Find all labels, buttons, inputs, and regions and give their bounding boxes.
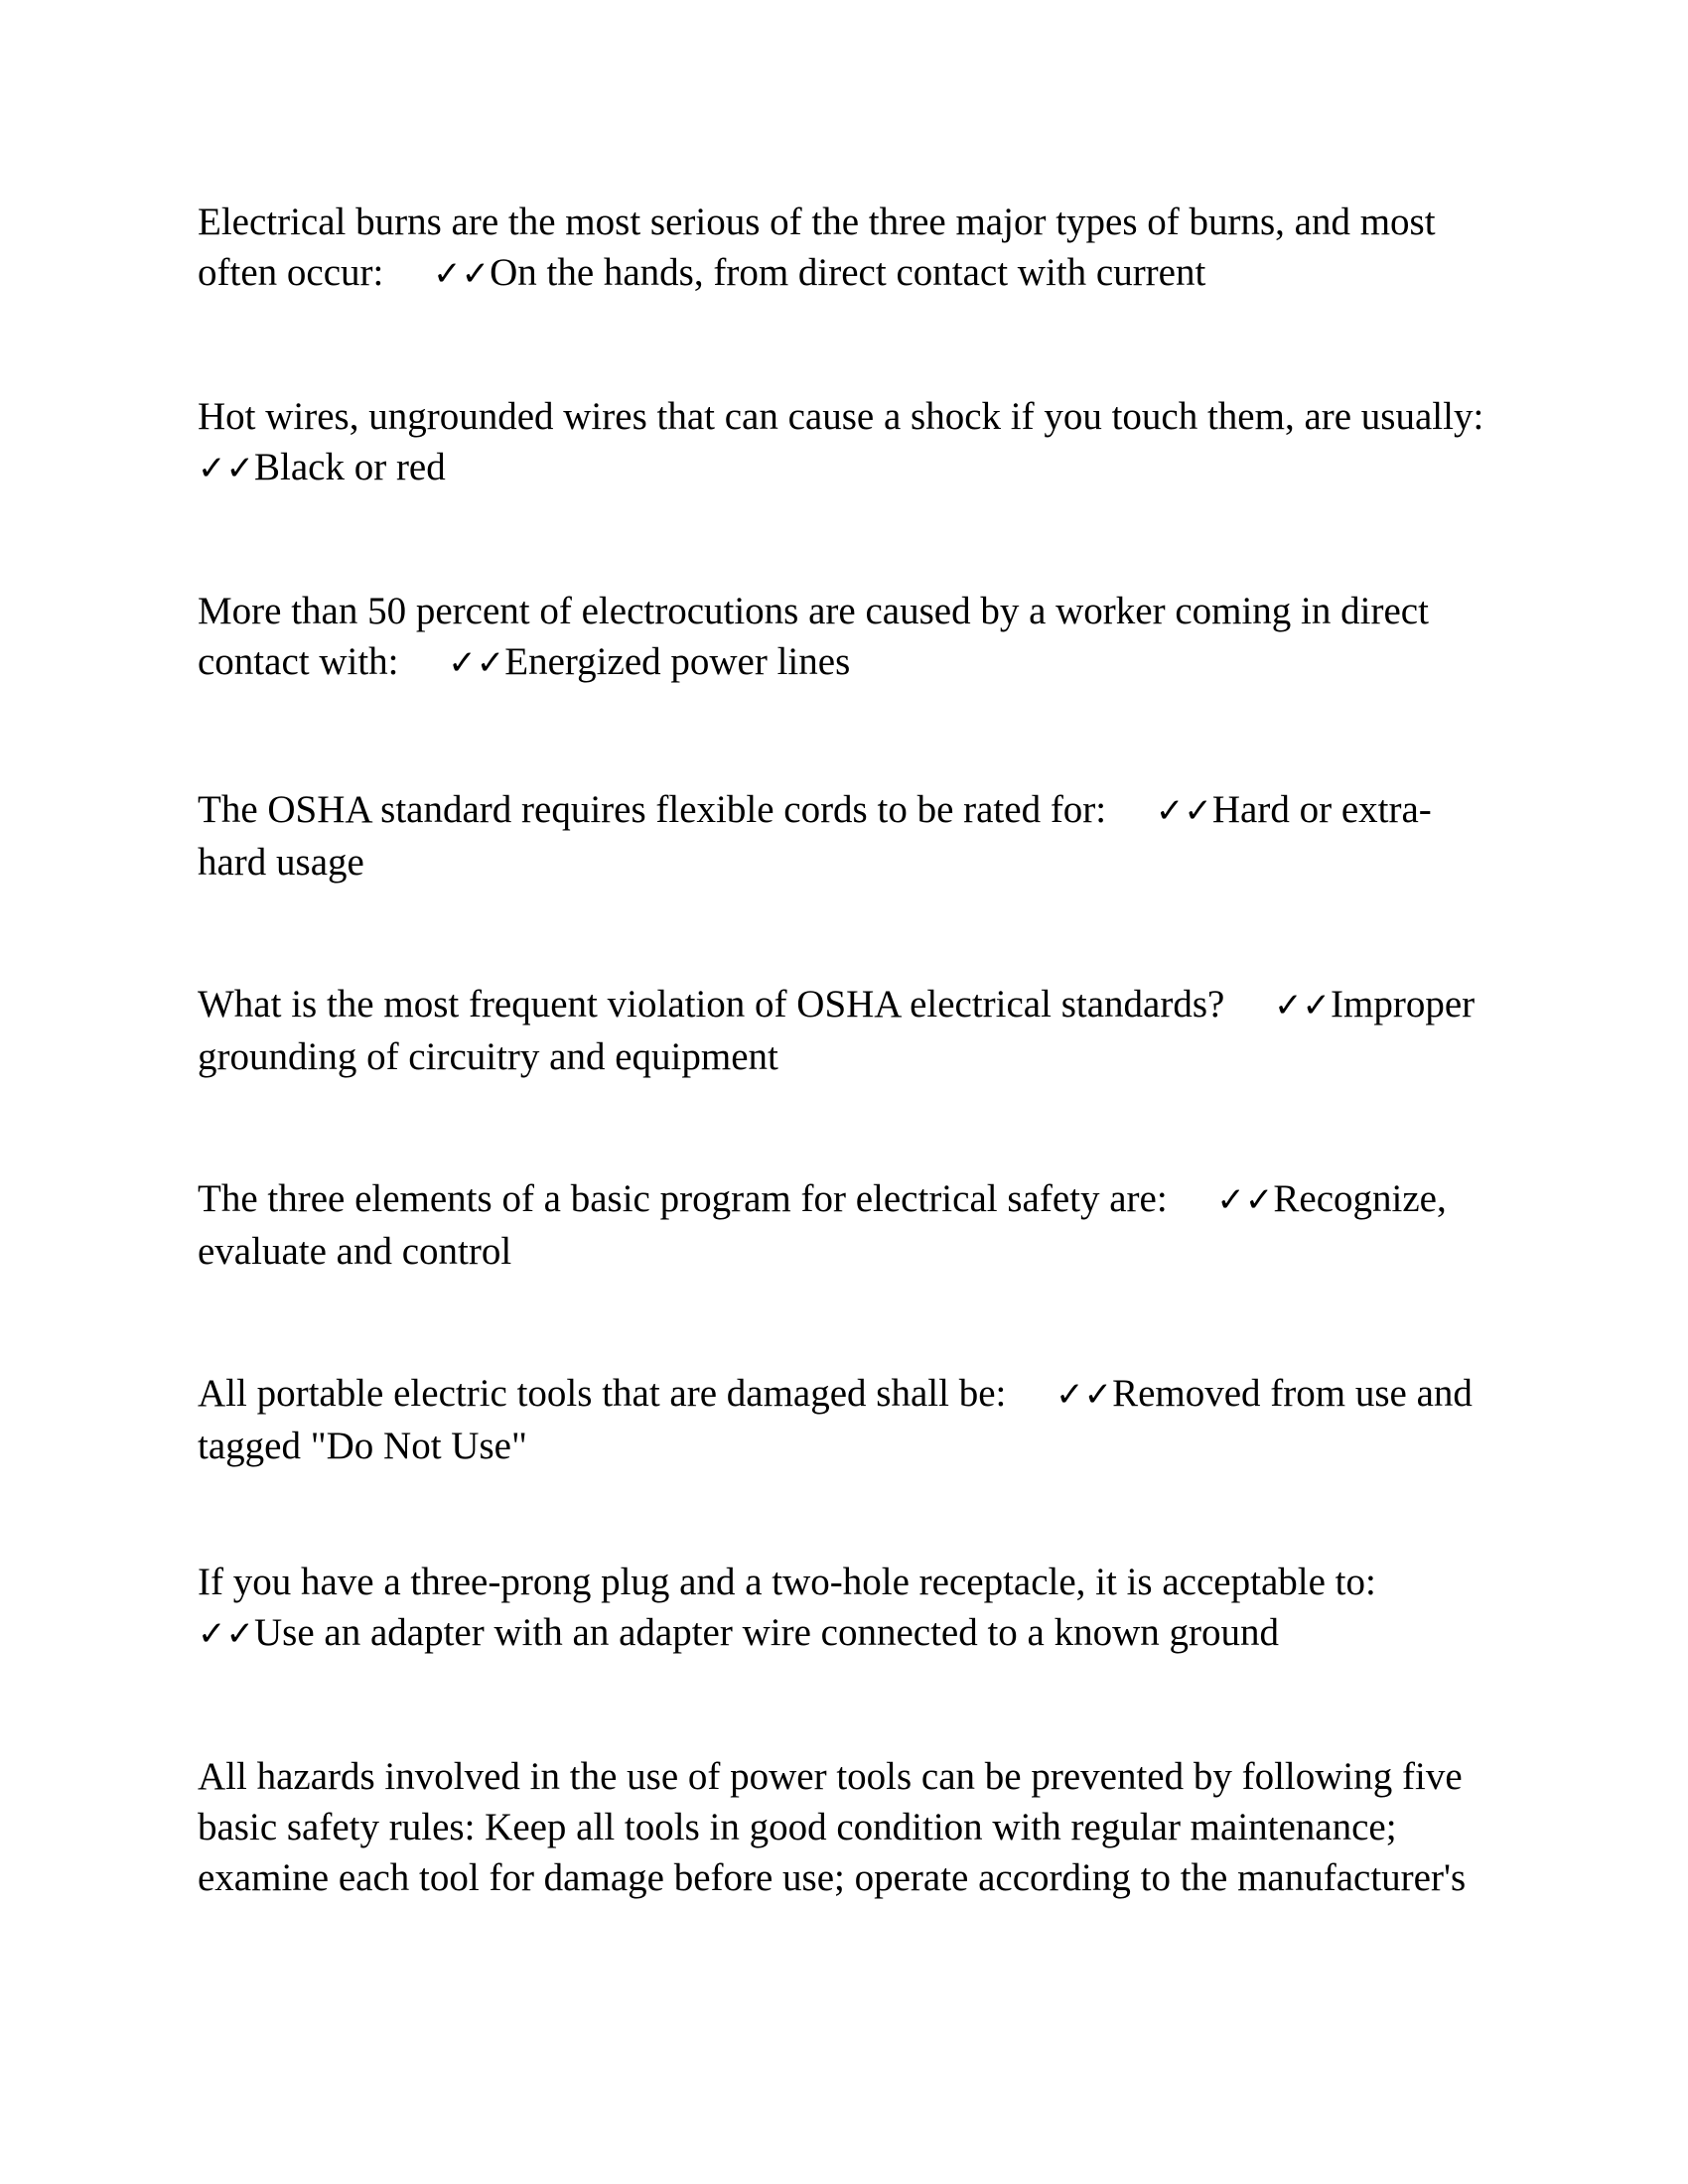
qa-item-7: [198, 1368, 1488, 1471]
answer-text: Recognize, evaluate and control: [198, 1177, 1447, 1273]
answer-text: Improper grounding of circuitry and equipment: [198, 983, 1476, 1078]
qa-item-8: [198, 1557, 1488, 1660]
double-check-icon: ✓✓: [198, 1614, 254, 1654]
answer-text: Energized power lines: [504, 640, 851, 683]
question-text: Electrical burns are the most serious of the three major types of burns, and most often occur:: [198, 201, 1436, 294]
answer-text: Black or red: [253, 446, 446, 488]
answer-block: [448, 640, 850, 683]
question-text: The OSHA standard requires flexible cords to be rated for:: [198, 788, 1107, 831]
question-text: All hazards involved in the use of power tools can be prevented by following five basic safety rules: Keep all tools in good condition with regular maintenance; examine each tool for damage before use; operate according to the manufacturer's: [198, 1755, 1467, 1899]
question-text: All portable electric tools that are damaged shall be:: [198, 1372, 1007, 1415]
answer-text: Removed from use and tagged "Do Not Use": [198, 1372, 1473, 1467]
answer-text: On the hands, from direct contact with current: [490, 251, 1206, 294]
qa-item-4: [198, 784, 1488, 887]
question-text: What is the most frequent violation of OSHA electrical standards?: [198, 983, 1225, 1025]
question-text: Hot wires, ungrounded wires that can cause a shock if you touch them, are usually:: [198, 395, 1484, 438]
double-check-icon: ✓✓: [198, 449, 254, 488]
double-check-icon: ✓✓: [1216, 1180, 1274, 1220]
qa-item-2: [198, 391, 1488, 494]
qa-item-5: [198, 979, 1488, 1082]
qa-item-1: [198, 197, 1488, 300]
answer-text: Use an adapter with an adapter wire connected to a known ground: [253, 1611, 1280, 1654]
answer-text: Hard or extra-hard usage: [198, 788, 1432, 884]
answer-block: [433, 251, 1205, 294]
question-text: More than 50 percent of electrocutions are caused by a worker coming in direct contact with:: [198, 590, 1429, 683]
double-check-icon: ✓✓: [433, 254, 491, 294]
double-check-icon: ✓✓: [1274, 986, 1332, 1025]
double-check-icon: ✓✓: [448, 643, 505, 683]
qa-item-9: [198, 1751, 1488, 1903]
question-text: If you have a three-prong plug and a two-hole receptacle, it is acceptable to:: [198, 1561, 1376, 1603]
qa-item-3: [198, 586, 1488, 689]
answer-block: [198, 1611, 1279, 1654]
double-check-icon: ✓✓: [1155, 791, 1212, 831]
qa-item-6: [198, 1173, 1488, 1277]
question-text: The three elements of a basic program for electrical safety are:: [198, 1177, 1168, 1220]
double-check-icon: ✓✓: [1055, 1375, 1113, 1415]
answer-block: [198, 446, 446, 488]
